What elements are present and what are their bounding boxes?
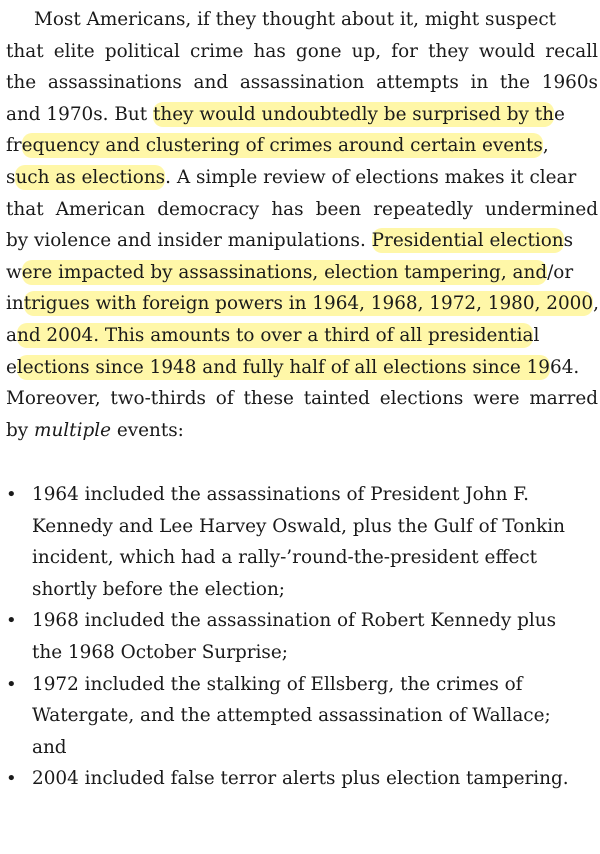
text-line: and 2004. This amounts to over a third of all presidential	[6, 324, 540, 346]
bullet-list	[0, 479, 600, 795]
text-line: Kennedy and Lee Harvey Oswald, plus the Gulf of Tonkin	[32, 515, 565, 537]
text-line: by multiple events:	[6, 419, 184, 441]
list-item	[0, 605, 592, 668]
text-line: shortly before the election;	[32, 578, 286, 600]
text-line: elections since 1948 and fully half of all elections since 1964.	[6, 356, 580, 378]
text-line: the assassinations and assassination attempts in the 1960s	[6, 72, 598, 94]
text-line: 1968 included the assassination of Robert Kennedy plus	[32, 610, 557, 632]
text-line: and	[32, 736, 67, 758]
text-line: the 1968 October Surprise;	[32, 641, 288, 663]
text-line: 2004 included false terror alerts plus election tampering.	[32, 768, 569, 790]
highlight[interactable]: uch as elections	[15, 166, 166, 188]
text-line: Most Americans, if they thought about it, might suspect	[34, 9, 557, 30]
highlight[interactable]: trigues with foreign powers in 1964, 1968, 1972, 1980, 2000	[23, 293, 594, 315]
bullet-icon: •	[6, 673, 17, 695]
text-line: intrigues with foreign powers in 1964, 1968, 1972, 1980, 2000,	[6, 293, 599, 315]
bullet-icon: •	[6, 484, 17, 505]
list-item	[0, 479, 592, 605]
list-item	[0, 763, 592, 795]
highlight[interactable]: equency and clustering of crimes around certain events	[21, 135, 543, 157]
text-line: that elite political crime has gone up, for they would recall	[6, 40, 598, 62]
text-line: Watergate, and the attempted assassination of Wallace;	[32, 705, 551, 727]
text-line: and 1970s. But they would undoubtedly be surprised by the	[6, 103, 565, 125]
highlight[interactable]: lections since 1948 and fully half of all elections since 19	[16, 356, 551, 378]
body-paragraph	[6, 4, 598, 446]
text-line: 1972 included the stalking of Ellsberg, the crimes of	[32, 673, 523, 695]
emphasis: multiple	[34, 419, 111, 441]
highlight[interactable]: Presidential election	[371, 230, 564, 252]
highlight[interactable]: they would undoubtedly be surprised by th	[152, 103, 554, 125]
bullet-icon: •	[6, 768, 17, 790]
text-line: frequency and clustering of crimes around certain events,	[6, 135, 549, 157]
list-item	[0, 669, 592, 764]
text-line: were impacted by assassinations, election tampering, and/or	[6, 261, 574, 283]
text-line: by violence and insider manipulations. Presidential elections	[6, 230, 574, 252]
text-line: incident, which had a rally-’round-the-president effect	[32, 547, 538, 569]
highlight[interactable]: ere impacted by assassinations, election tampering, and	[21, 261, 548, 283]
text-line: 1964 included the assassinations of President John F.	[32, 484, 530, 505]
text-line: such as elections. A simple review of elections makes it clear	[6, 166, 577, 188]
text-line: Moreover, two-thirds of these tainted elections were marred	[6, 388, 598, 410]
text-line: that American democracy has been repeatedly undermined	[6, 198, 598, 220]
highlight[interactable]: nd 2004. This amounts to over a third of all presidentia	[16, 324, 534, 346]
bullet-icon: •	[6, 610, 17, 632]
